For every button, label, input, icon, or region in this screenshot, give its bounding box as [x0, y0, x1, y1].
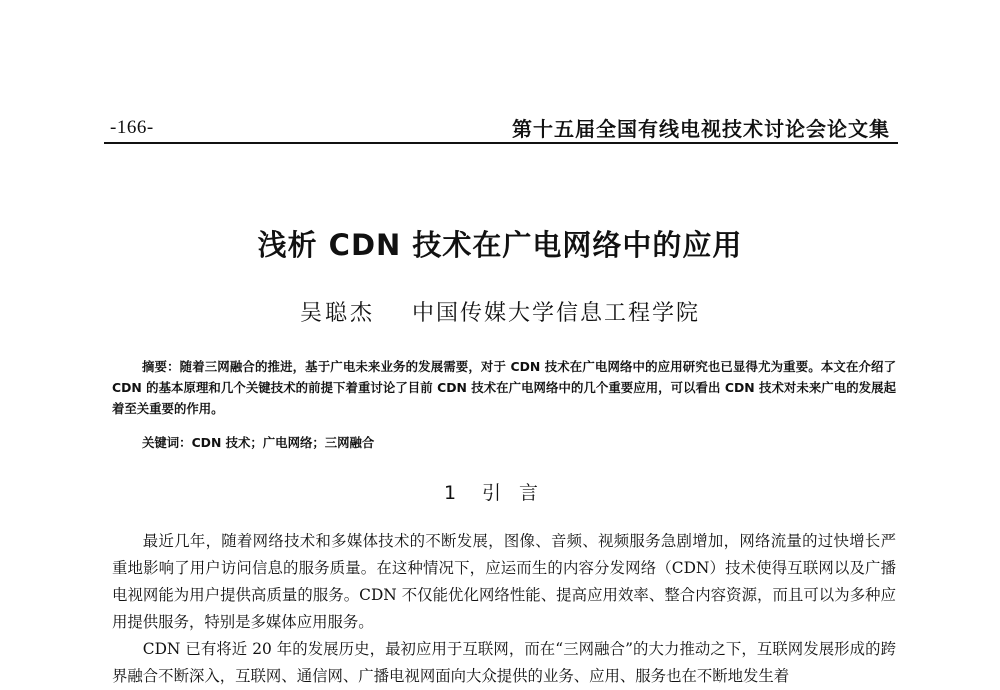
journal-title: 第十五届全国有线电视技术讨论会论文集 — [512, 117, 890, 141]
paragraph: CDN 已有将近 20 年的发展历史，最初应用于互联网，而在“三网融合”的大力推动之下，互联网发展形成的跨界融合不断深入，互联网、通信网、广播电视网面向大众提供的业务、应用、服务也在不断地发生着 — [112, 640, 896, 685]
abstract-label: 摘要： — [142, 359, 180, 374]
paragraph: 最近几年，随着网络技术和多媒体技术的不断发展，图像、音频、视频服务急剧增加，网络流量的过快增长严重地影响了用户访问信息的服务质量。在这种情况下，应运而生的内容分发网络（CDN）技术使得互联网以及广播电视网能为用户提供高质量的服务。CDN 不仅能优化网络性能、提高应用效率、整合内容资源，而且可以为多种应用提供服务，特别是多媒体应用服务。 — [112, 532, 896, 631]
section-number: 1 — [443, 482, 457, 504]
article-title: 浅析 CDN 技术在广电网络中的应用 — [257, 228, 743, 262]
keywords — [142, 433, 374, 451]
body-text — [112, 528, 896, 690]
keywords-label: 关键词： — [142, 435, 192, 450]
abstract — [112, 356, 896, 419]
running-header — [96, 113, 896, 141]
section-heading — [0, 478, 1000, 505]
author-name: 吴聪杰 — [299, 301, 375, 326]
section-title: 引言 — [482, 482, 557, 504]
byline — [0, 296, 1000, 327]
page-number: -166- — [110, 117, 154, 138]
author-affiliation: 中国传媒大学信息工程学院 — [412, 301, 701, 326]
header-rule — [104, 142, 898, 144]
abstract-text: 随着三网融合的推进，基于广电未来业务的发展需要，对于 CDN 技术在广电网络中的应用研究也已显得尤为重要。本文在介绍了 CDN 的基本原理和几个关键技术的前提下着重讨论了目前 CDN 技术在广电网络中的几个重要应用，可以看出 CDN 技术对未来广电的发展起着至关重要的作用。 — [112, 359, 896, 416]
keywords-text: CDN 技术；广电网络；三网融合 — [191, 435, 375, 450]
